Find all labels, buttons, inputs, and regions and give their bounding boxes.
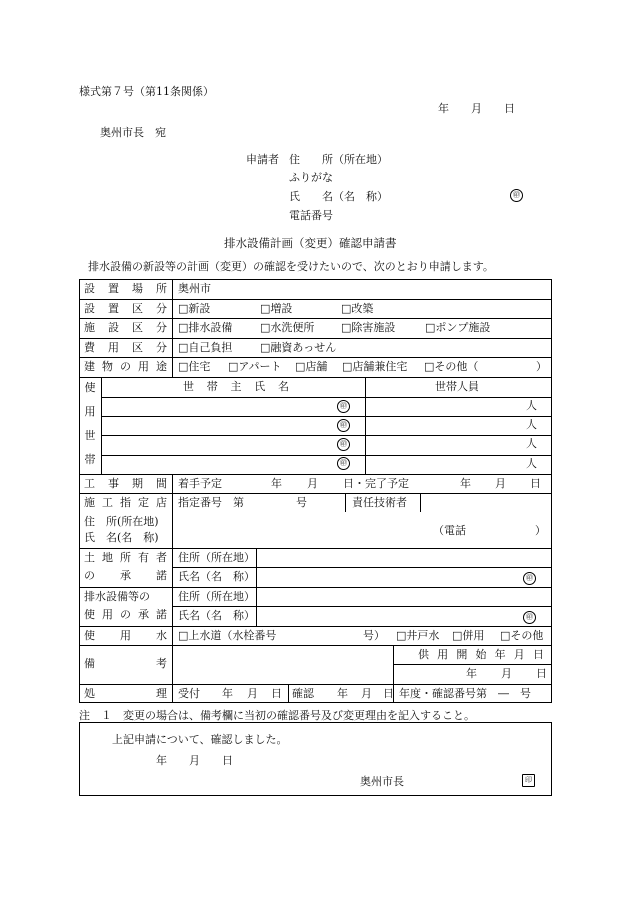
drain-owner-name-label: 氏名（名 称） — [178, 609, 255, 622]
period-end-month: 月 — [495, 477, 506, 490]
applicant-phone-label: 電話番号 — [289, 209, 333, 222]
drain-use-label-1: 排水設備等の — [84, 590, 150, 603]
confirmation-text: 上記申請について、確認しました。 — [112, 733, 288, 746]
water-option-tap[interactable]: □上水道（水栓番号 — [178, 629, 277, 642]
application-date: 年 月 日 — [438, 102, 515, 115]
household-seal-icon-4: ㊞ — [337, 457, 350, 470]
use-option-shop[interactable]: □店舗 — [295, 360, 328, 373]
household-head-header: 世 帯 主 氏 名 — [183, 380, 289, 393]
household-person-unit-1: 人 — [526, 399, 537, 412]
household-seal-icon-3: ㊞ — [337, 438, 350, 451]
cost-label: 費 用 区 分 — [84, 341, 167, 354]
applicant-name-label: 氏 名（名 称） — [289, 190, 388, 203]
location-label: 設 置 場 所 — [84, 282, 167, 295]
process-label: 処 理 — [84, 687, 167, 700]
contractor-name-label: 氏 名(名 称) — [84, 531, 159, 544]
period-start-month: 月 — [307, 477, 318, 490]
confirmation-date: 年 月 日 — [156, 754, 233, 767]
water-option-other[interactable]: □その他 — [500, 629, 544, 642]
household-person-unit-2: 人 — [526, 418, 537, 431]
land-owner-consent-label: の 承 諾 — [84, 569, 167, 582]
water-option-well[interactable]: □井戸水 — [396, 629, 440, 642]
use-option-shop-house[interactable]: □店舗兼住宅 — [342, 360, 408, 373]
period-start-year: 年 — [271, 477, 282, 490]
period-end-year: 年 — [460, 477, 471, 490]
process-receipt-month: 月 — [247, 687, 258, 700]
household-vertical-label-1: 使 — [84, 381, 96, 394]
land-owner-name-label: 氏名（名 称） — [178, 570, 255, 583]
land-owner-seal-icon: ㊞ — [523, 572, 536, 585]
cost-option-loan[interactable]: □融資あっせん — [260, 341, 337, 354]
household-person-unit-4: 人 — [526, 457, 537, 470]
process-confirm-day: 日 — [383, 687, 394, 700]
period-label: 工 事 期 間 — [84, 477, 167, 490]
form-number: 様式第７号（第11条関係） — [79, 85, 214, 98]
service-start-date-label: 供 用 開 始 年 月 日 — [418, 648, 544, 661]
facility-option-toilet[interactable]: □水洗便所 — [260, 321, 315, 334]
process-confirm-year: 年 — [337, 687, 348, 700]
drain-owner-address-label: 住所（所在地） — [178, 590, 255, 603]
use-option-other[interactable]: □その他（ — [424, 360, 479, 373]
process-receipt-year: 年 — [222, 687, 233, 700]
use-option-apartment[interactable]: □アパート — [228, 360, 282, 373]
contractor-phone-open: （電話 — [433, 524, 466, 537]
process-number: 年度・確認番号第 ― 号 — [399, 687, 531, 700]
service-start-day: 日 — [536, 667, 547, 680]
drain-use-label-2: 使 用 の 承 諾 — [84, 608, 167, 621]
facility-option-drain[interactable]: □排水設備 — [178, 321, 233, 334]
process-confirm-month: 月 — [361, 687, 372, 700]
household-vertical-label-2: 用 — [84, 405, 96, 418]
land-owner-label: 土 地 所 有 者 — [84, 551, 167, 564]
contractor-number-go: 号 — [296, 496, 307, 509]
contractor-label: 施 工 指 定 店 — [84, 496, 167, 509]
facility-option-pump[interactable]: □ポンプ施設 — [425, 321, 491, 334]
confirmation-mayor: 奥州市長 — [360, 775, 404, 788]
water-label: 使 用 水 — [84, 629, 167, 642]
period-end-day: 日 — [530, 477, 541, 490]
document-title: 排水設備計画（変更）確認申請書 — [224, 236, 397, 250]
service-start-year: 年 — [466, 667, 477, 680]
building-use-label: 建 物 の 用 途 — [84, 360, 167, 373]
use-option-other-close: ） — [536, 360, 547, 373]
facility-label: 施 設 区 分 — [84, 321, 167, 334]
household-person-unit-3: 人 — [526, 437, 537, 450]
service-start-month: 月 — [501, 667, 512, 680]
confirmation-seal-icon: 印 — [522, 774, 535, 787]
contractor-address-label: 住 所(所在地) — [84, 515, 159, 528]
household-members-header: 世帯人員 — [435, 380, 479, 393]
applicant-furigana-label: ふりがな — [289, 171, 333, 184]
process-confirm-label: 確認 — [292, 687, 314, 700]
engineer-label: 責任技術者 — [352, 496, 407, 509]
household-seal-icon-2: ㊞ — [337, 419, 350, 432]
land-owner-address-label: 住所（所在地） — [178, 551, 255, 564]
cost-option-self[interactable]: □自己負担 — [178, 341, 233, 354]
use-option-house[interactable]: □住宅 — [178, 360, 211, 373]
water-option-both[interactable]: □併用 — [452, 629, 485, 642]
household-vertical-label-4: 帯 — [84, 453, 96, 466]
process-receipt-day: 日 — [271, 687, 282, 700]
process-receipt-label: 受付 — [178, 687, 200, 700]
period-start-label: 着手予定 — [178, 477, 222, 490]
contractor-phone-close: ） — [535, 524, 546, 537]
water-option-tap-go: 号） — [363, 629, 385, 642]
footnote: 注 １ 変更の場合は、備考欄に当初の確認番号及び変更理由を記入すること。 — [79, 709, 475, 722]
intro-text: 排水設備の新設等の計画（変更）の確認を受けたいので、次のとおり申請します。 — [88, 260, 494, 273]
install-option-new[interactable]: □新設 — [178, 302, 211, 315]
household-seal-icon-1: ㊞ — [337, 400, 350, 413]
facility-option-removal[interactable]: □除害施設 — [341, 321, 396, 334]
install-label: 設 置 区 分 — [84, 302, 167, 315]
applicant-seal-icon: ㊞ — [510, 189, 523, 202]
contractor-number-label: 指定番号 第 — [178, 496, 244, 509]
install-option-add[interactable]: □増設 — [260, 302, 293, 315]
location-value: 奥州市 — [178, 282, 211, 295]
applicant-label: 申請者 — [246, 153, 279, 166]
remarks-label: 備 考 — [84, 657, 167, 670]
household-vertical-label-3: 世 — [84, 429, 96, 442]
addressee: 奥州市長 宛 — [100, 126, 166, 139]
period-middle: 日・完了予定 — [343, 477, 409, 490]
install-option-rebuild[interactable]: □改築 — [341, 302, 374, 315]
applicant-address-label: 住 所（所在地） — [289, 153, 388, 166]
drain-owner-seal-icon: ㊞ — [523, 611, 536, 624]
